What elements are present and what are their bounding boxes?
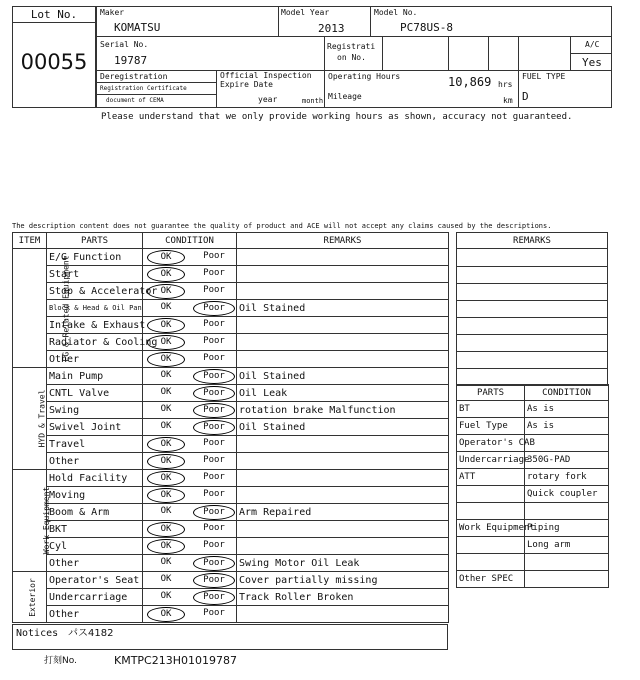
- poor-option: Poor: [203, 489, 225, 499]
- ok-selected: OK: [147, 250, 185, 265]
- condition-cell: [143, 266, 237, 283]
- condition-cell: [143, 606, 237, 623]
- ok-selected: OK: [147, 522, 185, 537]
- spec-part: Fuel Type: [457, 418, 525, 435]
- condition-cell: [143, 402, 237, 419]
- part-name: Boom & Arm: [47, 504, 143, 521]
- model-year-value: 2013: [318, 22, 345, 35]
- part-name: Swing: [47, 402, 143, 419]
- ok-selected: OK: [147, 284, 185, 299]
- remark-cell: [237, 317, 449, 334]
- spec-row: [457, 520, 609, 537]
- spec-row: [457, 435, 609, 452]
- spec-condition: [525, 503, 609, 520]
- table-row: [13, 419, 449, 436]
- spec-row: [457, 418, 609, 435]
- condition-cell: [143, 419, 237, 436]
- condition-cell: [143, 470, 237, 487]
- table-row: [13, 538, 449, 555]
- condition-cell: [143, 334, 237, 351]
- remark-blank-row: [457, 267, 608, 284]
- spec-condition: [525, 435, 609, 452]
- spec-condition: rotary fork: [525, 469, 609, 486]
- table-row: [13, 385, 449, 402]
- ok-selected: OK: [147, 454, 185, 469]
- condition-cell: [143, 538, 237, 555]
- spec-condition: Quick coupler: [525, 486, 609, 503]
- hrs-unit: hrs: [498, 80, 513, 89]
- remark-blank-row: [457, 284, 608, 301]
- table-row: [13, 606, 449, 623]
- spec-part: Undercarriage: [457, 452, 525, 469]
- cema-label: document of CEMA: [106, 97, 164, 104]
- spec-part: Other SPEC: [457, 571, 525, 588]
- condition-cell: [143, 521, 237, 538]
- right-condition-header: CONDITION: [525, 385, 609, 401]
- remark-cell: rotation brake Malfunction: [237, 402, 449, 419]
- table-row: [13, 249, 449, 266]
- expire-date-label: Expire Date: [220, 80, 273, 89]
- deregistration-label: Deregistration: [100, 72, 168, 81]
- condition-cell: [143, 385, 237, 402]
- remark-cell: [237, 521, 449, 538]
- table-row: [13, 317, 449, 334]
- spec-row: [457, 571, 609, 588]
- part-name: Main Pump: [47, 368, 143, 385]
- ok-option: OK: [160, 574, 172, 584]
- remark-blank-row: [457, 352, 608, 369]
- condition-cell: [143, 453, 237, 470]
- ok-selected: OK: [147, 539, 185, 554]
- poor-option: Poor: [203, 608, 225, 618]
- operating-hours-label: Operating Hours: [328, 72, 401, 81]
- ok-option: OK: [160, 591, 172, 601]
- remark-cell: Arm Repaired: [237, 504, 449, 521]
- parts-header: PARTS: [47, 233, 143, 249]
- remark-cell: [237, 283, 449, 300]
- part-name: Start: [47, 266, 143, 283]
- remark-blank-row: [457, 301, 608, 318]
- ok-selected: OK: [147, 607, 185, 622]
- poor-option: Poor: [203, 523, 225, 533]
- remark-blank-row: [457, 335, 608, 352]
- part-name: Stop & Accelerator: [47, 283, 143, 300]
- poor-selected: Poor: [193, 301, 235, 316]
- remark-cell: Oil Stained: [237, 300, 449, 317]
- remark-cell: Oil Stained: [237, 419, 449, 436]
- remark-cell: [237, 453, 449, 470]
- table-row: [13, 555, 449, 572]
- ok-selected: OK: [147, 318, 185, 333]
- poor-selected: Poor: [193, 505, 235, 520]
- poor-selected: Poor: [193, 369, 235, 384]
- poor-selected: Poor: [193, 556, 235, 571]
- part-name: BKT: [47, 521, 143, 538]
- stamp-value: KMTPC213H01019787: [114, 654, 237, 667]
- part-name: Other: [47, 555, 143, 572]
- poor-option: Poor: [203, 472, 225, 482]
- part-name: Intake & Exhaust: [47, 317, 143, 334]
- condition-cell: [143, 249, 237, 266]
- poor-option: Poor: [203, 438, 225, 448]
- item-header: ITEM: [13, 233, 47, 249]
- model-no-label: Model No.: [374, 8, 418, 17]
- spec-part: [457, 503, 525, 520]
- notices-label: Notices: [16, 628, 59, 639]
- spec-part: BT: [457, 401, 525, 418]
- registration-certificate-label: Registration Certificate: [100, 85, 187, 92]
- mileage-label: Mileage: [328, 92, 362, 101]
- part-name: Undercarriage: [47, 589, 143, 606]
- category-label: HYD & Travel: [37, 389, 47, 448]
- table-row: [13, 368, 449, 385]
- right-remarks-table: [456, 232, 608, 386]
- remark-cell: [237, 487, 449, 504]
- poor-option: Poor: [203, 336, 225, 346]
- spec-condition: [525, 571, 609, 588]
- spec-part: Operator's CAB: [457, 435, 525, 452]
- table-row: [13, 487, 449, 504]
- category-label: EG & Related Equipment: [61, 255, 71, 361]
- part-name: E/G Function: [47, 249, 143, 266]
- condition-cell: [143, 572, 237, 589]
- remark-cell: [237, 470, 449, 487]
- registration-label: Registrati: [327, 42, 376, 51]
- category-label: Exterior: [27, 577, 37, 617]
- part-name: Block & Head & Oil Pan: [47, 300, 143, 317]
- condition-cell: [143, 555, 237, 572]
- serial-label: Serial No.: [100, 40, 149, 49]
- part-name: Operator's Seat: [47, 572, 143, 589]
- poor-option: Poor: [203, 540, 225, 550]
- right-parts-table: [456, 384, 609, 588]
- condition-header: CONDITION: [143, 233, 237, 249]
- disclaimer: The description content does not guarantee the quality of product and ACE will not accept any claims caused by the descriptions.: [12, 222, 552, 230]
- spec-row: [457, 486, 609, 503]
- poor-selected: Poor: [193, 403, 235, 418]
- spec-row: [457, 401, 609, 418]
- condition-cell: [143, 300, 237, 317]
- condition-cell: [143, 436, 237, 453]
- spec-part: Work Equipment: [457, 520, 525, 537]
- condition-cell: [143, 351, 237, 368]
- ac-label: A/C: [585, 40, 600, 49]
- condition-table: [12, 232, 449, 623]
- remark-cell: Swing Motor Oil Leak: [237, 555, 449, 572]
- right-remarks-header: REMARKS: [457, 233, 608, 249]
- spec-part: [457, 537, 525, 554]
- fuel-type-label: FUEL TYPE: [522, 72, 566, 81]
- ok-option: OK: [160, 421, 172, 431]
- ok-selected: OK: [147, 471, 185, 486]
- part-name: Other: [47, 351, 143, 368]
- condition-cell: [143, 487, 237, 504]
- category-cell: [13, 470, 52, 572]
- spec-condition: Long arm: [525, 537, 609, 554]
- ok-option: OK: [160, 387, 172, 397]
- month-label: month: [302, 97, 324, 105]
- part-name: Hold Facility: [47, 470, 143, 487]
- table-row: [13, 436, 449, 453]
- lot-label: Lot No.: [30, 8, 78, 21]
- poor-selected: Poor: [193, 420, 235, 435]
- part-name: Other: [47, 606, 143, 623]
- spec-part: [457, 554, 525, 571]
- remark-cell: [237, 351, 449, 368]
- category-cell: [13, 572, 47, 623]
- remark-blank-row: [457, 318, 608, 335]
- part-name: Cyl: [47, 538, 143, 555]
- spec-condition: As is: [525, 418, 609, 435]
- poor-selected: Poor: [193, 573, 235, 588]
- hours-notice: Please understand that we only provide working hours as shown, accuracy not guaranteed.: [101, 112, 573, 122]
- part-name: Other: [47, 453, 143, 470]
- notices-value: パス4182: [68, 628, 114, 639]
- ok-option: OK: [160, 370, 172, 380]
- remarks-header: REMARKS: [237, 233, 449, 249]
- serial-value: 19787: [114, 54, 148, 67]
- part-name: CNTL Valve: [47, 385, 143, 402]
- table-row: [13, 504, 449, 521]
- ok-selected: OK: [147, 488, 185, 503]
- maker-value: KOMATSU: [114, 21, 161, 34]
- table-row: [13, 470, 449, 487]
- remark-cell: [237, 436, 449, 453]
- condition-cell: [143, 317, 237, 334]
- spec-part: [457, 486, 525, 503]
- ok-selected: OK: [147, 437, 185, 452]
- remark-cell: [237, 606, 449, 623]
- condition-cell: [143, 283, 237, 300]
- remark-cell: Oil Leak: [237, 385, 449, 402]
- poor-selected: Poor: [193, 590, 235, 605]
- table-row: [13, 334, 449, 351]
- part-name: Moving: [47, 487, 143, 504]
- part-name: Swivel Joint: [47, 419, 143, 436]
- ac-value: Yes: [582, 56, 602, 69]
- poor-option: Poor: [203, 251, 225, 261]
- table-row: [13, 521, 449, 538]
- registration-label-2: on No.: [337, 53, 366, 62]
- table-row: [13, 453, 449, 470]
- table-row: [13, 266, 449, 283]
- poor-option: Poor: [203, 319, 225, 329]
- operating-hours-value: 10,869: [448, 75, 492, 89]
- spec-row: [457, 469, 609, 486]
- category-label: Work Equipment: [42, 486, 52, 555]
- table-row: [13, 300, 449, 317]
- ok-option: OK: [160, 302, 172, 312]
- ok-option: OK: [160, 557, 172, 567]
- remark-cell: [237, 266, 449, 283]
- condition-cell: [143, 589, 237, 606]
- ok-option: OK: [160, 506, 172, 516]
- part-name: Radiator & Cooling: [47, 334, 143, 351]
- ok-selected: OK: [147, 335, 185, 350]
- remark-blank-row: [457, 249, 608, 267]
- spec-row: [457, 503, 609, 520]
- condition-cell: [143, 504, 237, 521]
- poor-selected: Poor: [193, 386, 235, 401]
- stamp-label: 打刻No.: [44, 656, 77, 666]
- spec-condition: 350G-PAD: [525, 452, 609, 469]
- ok-option: OK: [160, 404, 172, 414]
- spec-row: [457, 452, 609, 469]
- condition-cell: [143, 368, 237, 385]
- poor-option: Poor: [203, 268, 225, 278]
- remark-cell: [237, 249, 449, 266]
- remark-cell: Oil Stained: [237, 368, 449, 385]
- lot-number: 00055: [20, 50, 88, 74]
- remark-cell: Cover partially missing: [237, 572, 449, 589]
- poor-option: Poor: [203, 455, 225, 465]
- poor-option: Poor: [203, 285, 225, 295]
- spec-row: [457, 537, 609, 554]
- table-row: [13, 283, 449, 300]
- spec-row: [457, 554, 609, 571]
- table-row: [13, 402, 449, 419]
- ok-selected: OK: [147, 267, 185, 282]
- spec-condition: [525, 554, 609, 571]
- official-inspection-label: Official Inspection: [220, 71, 312, 80]
- maker-label: Maker: [100, 8, 125, 17]
- fuel-type-value: D: [522, 90, 529, 103]
- year-label: year: [258, 95, 278, 104]
- part-name: Travel: [47, 436, 143, 453]
- remark-cell: [237, 538, 449, 555]
- category-cell: [13, 368, 47, 470]
- spec-part: ATT: [457, 469, 525, 486]
- remark-cell: [237, 334, 449, 351]
- spec-condition: As is: [525, 401, 609, 418]
- km-unit: km: [503, 96, 513, 105]
- model-year-label: Model Year: [281, 8, 330, 17]
- table-row: [13, 351, 449, 368]
- remark-cell: Track Roller Broken: [237, 589, 449, 606]
- ok-selected: OK: [147, 352, 185, 367]
- table-row: [13, 572, 449, 589]
- remark-blank-row: [457, 369, 608, 386]
- spec-condition: Piping: [525, 520, 609, 537]
- model-no-value: PC78US-8: [400, 21, 453, 34]
- table-row: [13, 589, 449, 606]
- poor-option: Poor: [203, 353, 225, 363]
- right-parts-header: PARTS: [457, 385, 525, 401]
